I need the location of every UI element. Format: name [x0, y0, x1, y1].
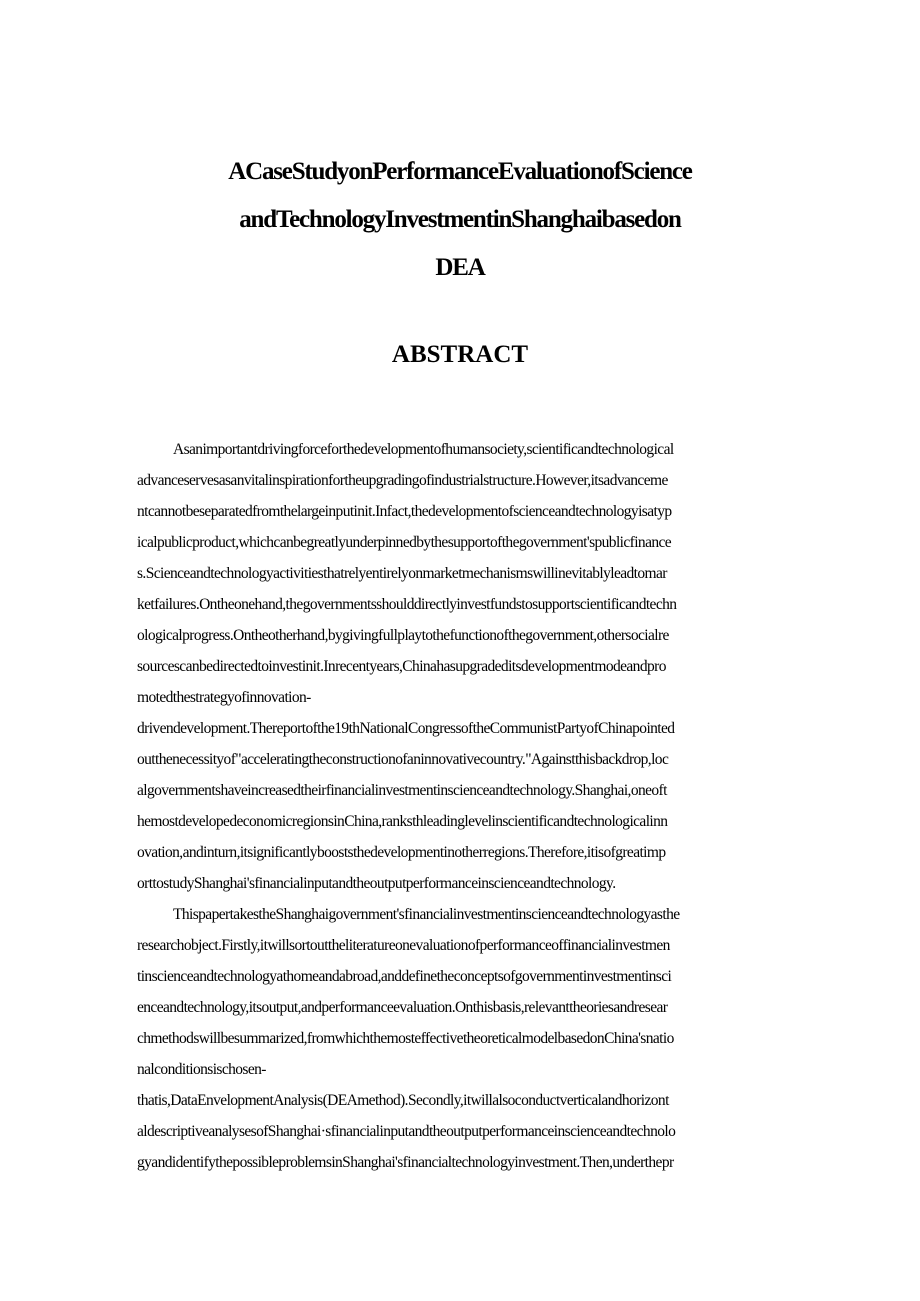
- paragraph-2-line: nalconditionsischosen-: [137, 1061, 266, 1078]
- paragraph-2-line: gyandidentifythepossibleproblemsinShanghai'sfinancialtechnologyinvestment.Then,underthepr: [137, 1154, 674, 1171]
- paragraph-2-line: ThispapertakestheShanghaigovernment'sfinancialinvestmentinscienceandtechnologyasthe: [173, 906, 680, 923]
- title-line-3: DEA: [435, 254, 485, 281]
- paragraph-1-line: s.Scienceandtechnologyactivitiesthatrelyentirelyonmarketmechanismswillinevitablyleadtomar: [137, 565, 667, 582]
- paragraph-1-line: orttostudyShanghai'sfinancialinputandtheoutputperformanceinscienceandtechnology.: [137, 875, 616, 892]
- paragraph-1-line: sourcescanbedirectedtoinvestinit.Inrecentyears,Chinahasupgradeditsdevelopmentmodeandpro: [137, 658, 666, 675]
- paragraph-1-line: ntcannotbeseparatedfromthelargeinputinit.Infact,thedevelopmentofscienceandtechnologyisatyp: [137, 503, 672, 520]
- paragraph-1-line: hemostdevelopedeconomicregionsinChina,ranksthleadinglevelinscientificandtechnologicalinn: [137, 813, 668, 830]
- paragraph-1-line: outthenecessityof"acceleratingtheconstructionofaninnovativecountry."Againstthisbackdrop,loc: [137, 751, 669, 768]
- paragraph-2-line: thatis,DataEnvelopmentAnalysis(DEAmethod).Secondly,itwillalsoconductverticalandhorizont: [137, 1092, 669, 1109]
- title-line-1: ACaseStudyonPerformanceEvaluationofScience: [228, 158, 692, 185]
- paragraph-1-line: advanceservesasanvitalinspirationfortheupgradingofindustrialstructure.However,itsadvanceme: [137, 472, 668, 489]
- paragraph-2-line: tinscienceandtechnologyathomeandabroad,anddefinetheconceptsofgovernmentinvestmentinsci: [137, 968, 672, 985]
- paragraph-2-line: chmethodswillbesummarized,fromwhichthemosteffectivetheoreticalmodelbasedonChina'snatio: [137, 1030, 674, 1047]
- paragraph-1-line: ovation,andinturn,itsignificantlyboosts​thedevelopmentinotherregions.Therefore,itisofgreatimp: [137, 844, 666, 861]
- paragraph-1-line: Asanimportantdrivingforceforthedevelopmentofhumansociety,scientificandtechnological: [173, 441, 674, 458]
- title-line-2: andTechnologyInvestmentinShanghaibasedon: [239, 206, 681, 233]
- paragraph-1-line: drivendevelopment.Thereportofthe19thNationalCongressoftheCommunistPartyofChinapointed: [137, 720, 675, 737]
- paragraph-1-line: motedthestrategyofinnovation-: [137, 689, 311, 706]
- paragraph-2-line: enceandtechnology,itsoutput,andperformanceevaluation.Onthisbasis,relevanttheoriesandresear: [137, 999, 668, 1016]
- abstract-heading: ABSTRACT: [391, 341, 529, 368]
- paragraph-1-line: ketfailures.Ontheonehand,thegovernmentsshoulddirectlyinvestfundstosupportscientificandtechn: [137, 596, 677, 613]
- paragraph-1-line: icalpublicproduct,whichcanbegreatlyunderpinnedbythesupportofthegovernment'spublicfinance: [137, 534, 672, 551]
- paragraph-1-line: ologicalprogress.Ontheotherhand,bygivingfullplaytothefunctionofthegovernment,othersocialre: [137, 627, 669, 644]
- paragraph-2-line: researchobject.Firstly,itwillsortouttheliteratureonevaluationofperformanceoffinancialinvestmen: [137, 937, 670, 954]
- paragraph-1-line: algovernmentshaveincreasedtheirfinancialinvestmentinscienceandtechnology.Shanghai,oneoft: [137, 782, 667, 799]
- paragraph-2-line: aldescriptiveanalysesofShanghai·sfinancialinputandtheoutputperformanceinscienceandtechnolo: [137, 1123, 676, 1140]
